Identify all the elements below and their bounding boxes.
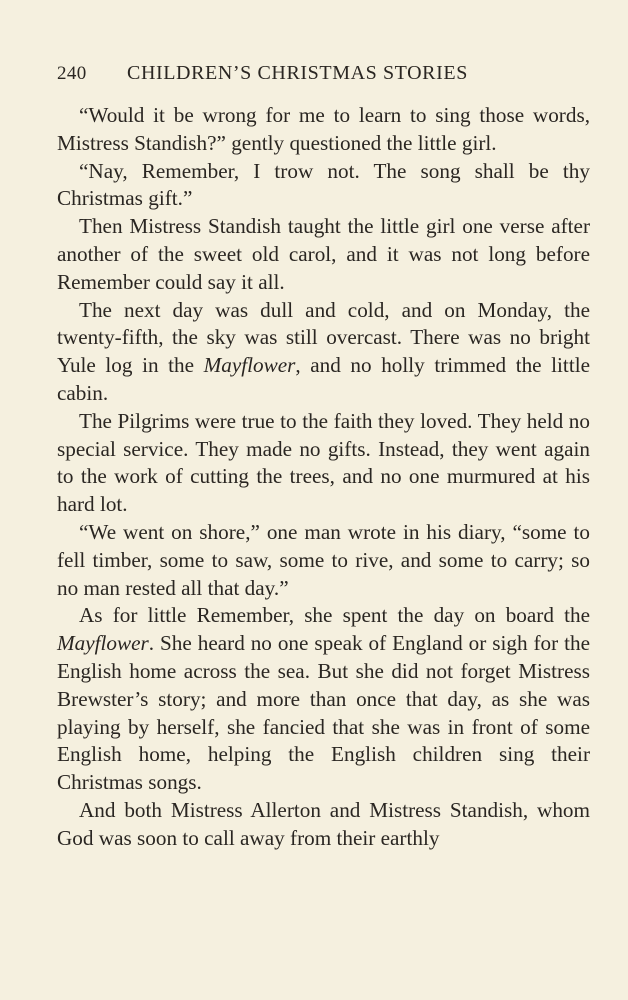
paragraph-text: And both Mistress Allerton and Mistress Standish, whom God was soon to call away from their earthly xyxy=(57,797,590,850)
paragraph-6 xyxy=(57,519,590,602)
paragraph-text: As for little Remember, she spent the day on board the xyxy=(79,603,590,628)
paragraph-text: The next day was dull and cold, and on Monday, the twenty-fifth, the sky was still overcast. There was no bright Yule log in the xyxy=(57,297,590,378)
paragraph-7 xyxy=(57,602,590,797)
ship-name-italic: Mayflower xyxy=(57,631,149,656)
paragraph-5 xyxy=(57,408,590,519)
paragraph-8 xyxy=(57,797,590,853)
page-number: 240 xyxy=(57,63,87,84)
paragraph-text: “Nay, Remember, I trow not. The song shall be thy Christmas gift.” xyxy=(57,158,590,211)
paragraph-3 xyxy=(57,213,590,296)
paragraph-1 xyxy=(57,102,590,158)
paragraph-text: , and no holly trimmed the little cabin. xyxy=(57,353,590,405)
paragraph-4 xyxy=(57,297,590,408)
paragraph-text: “We went on shore,” one man wrote in his diary, “some to fell timber, some to saw, some to rive, and some to carry; so no man rested all that day.” xyxy=(57,519,590,600)
body-text xyxy=(57,102,590,853)
running-title: CHILDREN’S CHRISTMAS STORIES xyxy=(127,62,468,84)
ship-name-italic: Mayflower xyxy=(203,353,296,378)
running-head xyxy=(57,62,590,90)
paragraph-text: Then Mistress Standish taught the little girl one verse after another of the sweet old carol, and it was not long before Remember could say it all. xyxy=(57,214,590,294)
paragraph-text: “Would it be wrong for me to learn to sing those words, Mistress Standish?” gently questioned the little girl. xyxy=(57,103,590,155)
paragraph-text: The Pilgrims were true to the faith they loved. They held no special service. They made no gifts. Instead, they went again to the work of cutting the trees, and no one murmured at his hard lot. xyxy=(57,408,590,517)
paragraph-2 xyxy=(57,158,590,214)
paragraph-text: . She heard no one speak of England or sigh for the English home across the sea. But she did not forget Mistress Brewster’s story; and more than once that day, as she was playing by herself, she fancied that she was in front of some English home, helping the English children sing their Christmas songs. xyxy=(57,631,590,795)
